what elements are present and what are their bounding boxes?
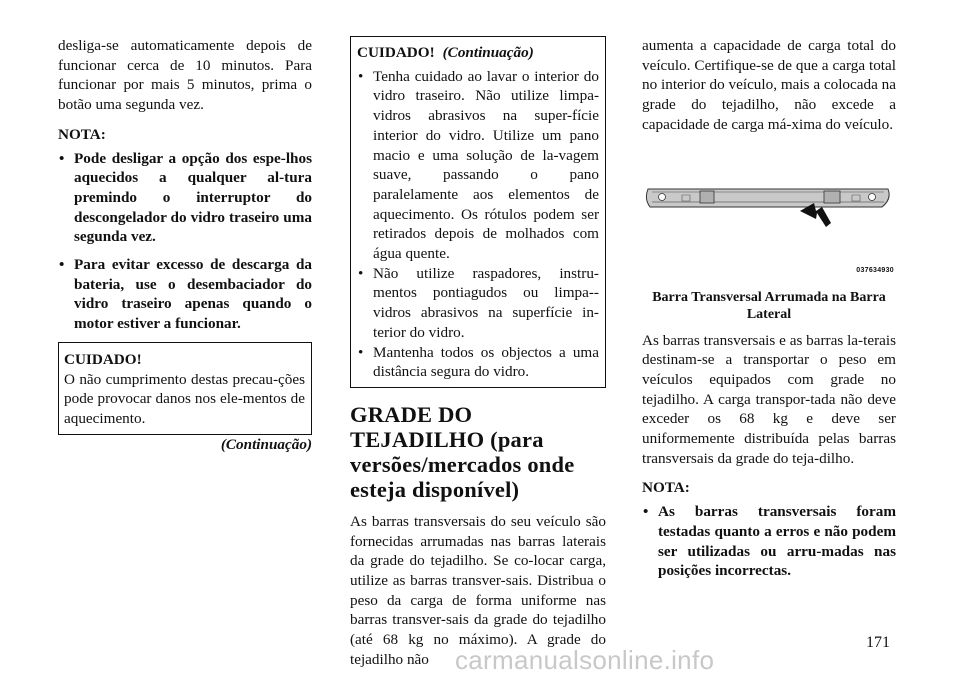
column-middle [350,36,606,670]
section-heading: GRADE DO TEJADILHO (para versões/mercados onde esteja disponível) [350,401,575,502]
note-item: • Para evitar excesso de descarga da bateria, use o desembaciador do vidro traseiro apenas quando o motor estiver a funcionar. [58,255,312,334]
note-item: • As barras transversais foram testadas quanto a erros e não podem ser utilizadas ou arru-madas nas posições incorrectas. [642,502,896,581]
figure-caption: Barra Transversal Arrumada na Barra Lateral [652,289,886,322]
figure-code: 037634930 [856,266,894,274]
note-list [642,502,896,581]
note-list [58,149,312,334]
caution-continued: (Continuação) [442,44,534,61]
roof-rack-figure [642,177,896,283]
caution-box [58,342,312,435]
caution-text: O não cumprimento destas precau-ções pode provocar danos nos ele-mentos de aquecimento. [64,370,305,427]
caution-box-continued [350,36,606,388]
intro-paragraph: desliga-se automaticamente depois de funcionar cerca de 10 minutos. Para funcionar por mais 5 minutos, prima o botão uma segunda vez. [58,37,312,114]
caution-item: • Não utilize raspadores, instru-mentos pontiagudos ou limpa--vidros abrasivos na superfície in-terior do vidro. [357,264,599,343]
caution-list [357,67,599,382]
note-label: NOTA: [58,125,106,143]
note-label: NOTA: [642,479,690,497]
column-right [642,36,896,589]
section-paragraph: As barras transversais do seu veículo são fornecidas arrumadas nas barras laterais da grade do tejadilho. Se co-locar carga, utilize as barras transver-sais. Distribua o peso da carga de forma uniforme nas barras transver-sais da grade do tejadilho (até 68 kg no máximo). A grade do tejadilho não [350,512,606,668]
body-paragraph: As barras transversais e as barras la-terais destinam-se a transportar o peso em veículos equipados com grade no tejadilho. A carga transpor-tada não deve exceder os 68 kg e deve ser uniformemente distribuída pelas barras transversais da grade do teja-dilho. [642,331,896,467]
caution-title: CUIDADO! [64,350,142,368]
page-number: 171 [866,634,890,651]
caution-header [357,43,599,63]
intro-paragraph: aumenta a capacidade de carga total do veículo. Certifique-se de que a carga total no interior do veículo, mais a colocada na grade do tejadilho, não excede a capacidade de carga má-xima do veículo. [642,37,896,133]
caution-item: • Tenha cuidado ao lavar o interior do vidro traseiro. Não utilize limpa-vidros abrasivos na super-fície interior do vidro. Utilize um pano macio e uma solução de la-vagem suave, passando o pano paralelamente aos elementos de aquecimento. Os rótulos podem ser retirados depois de molhados com água quente. [357,67,599,264]
caution-item: • Mantenha todos os objectos a uma distância segura do vidro. [357,343,599,382]
column-left [58,36,312,454]
caution-title: CUIDADO! [357,44,435,61]
continued-label: (Continuação) [220,435,312,453]
note-item: • Pode desligar a opção dos espe-lhos aquecidos a qualquer al-tura premindo o interruptor do descongelador do vidro traseiro uma segunda vez. [58,149,312,248]
crossbar-illustration [642,177,896,267]
watermark: carmanualsonline.info [455,645,715,675]
